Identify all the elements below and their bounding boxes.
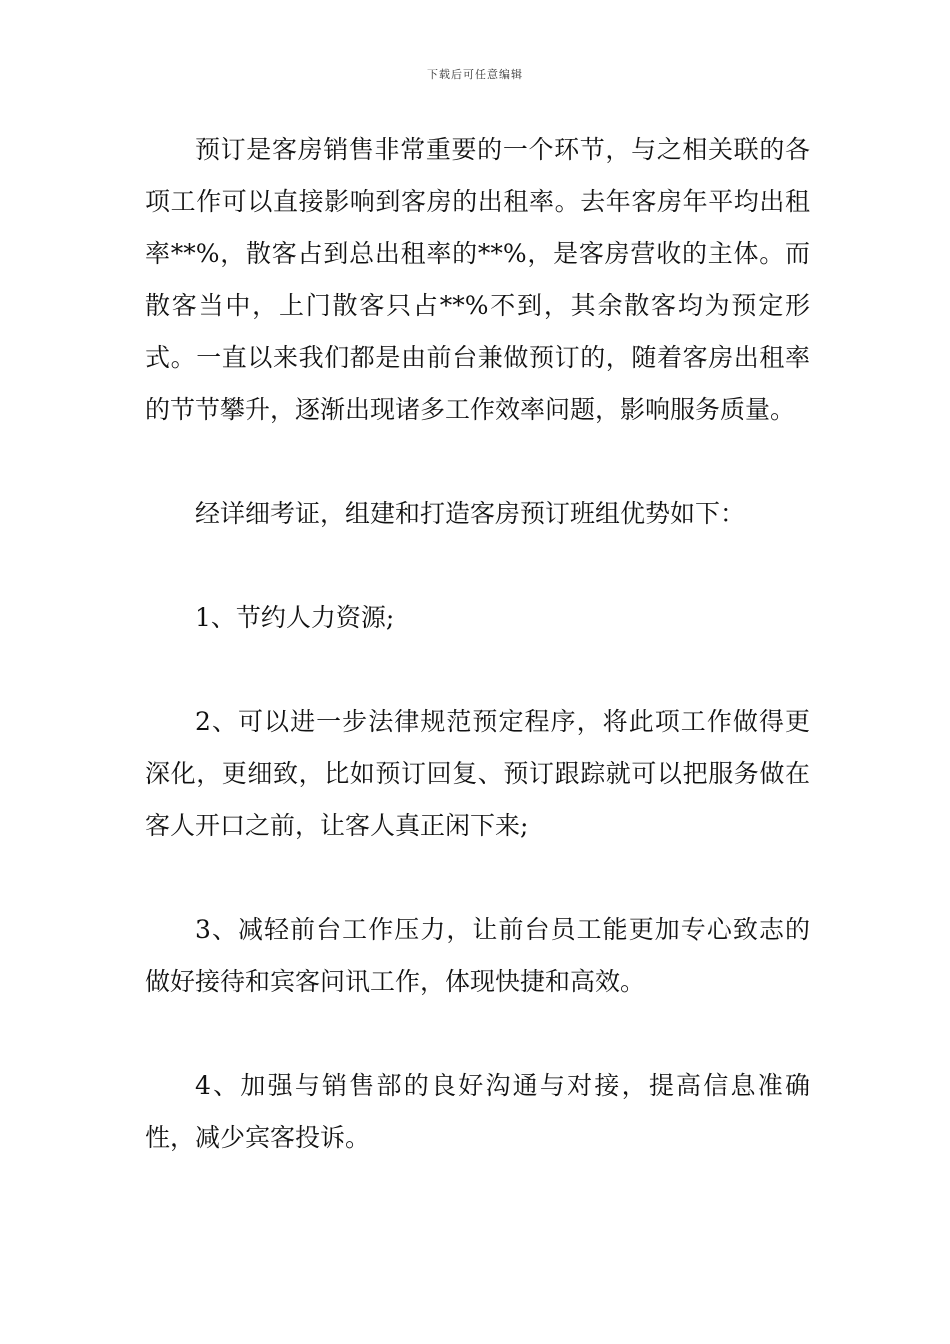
list-item-3: 3、减轻前台工作压力，让前台员工能更加专心致志的做好接待和宾客问讯工作，体现快捷和高效。 bbox=[145, 915, 810, 996]
paragraph-intro: 预订是客房销售非常重要的一个环节，与之相关联的各项工作可以直接影响到客房的出租率。去年客房年平均出租率**%，散客占到总出租率的**%，是客房营收的主体。而散客当中，上门散客只占**%不到，其余散客均为预定形式。一直以来我们都是由前台兼做预订的，随着客房出租率的节节攀升，逐渐出现诸多工作效率问题，影响服务质量。 bbox=[145, 135, 810, 424]
document-body bbox=[145, 124, 810, 1216]
paragraph-advantages-heading: 经详细考证，组建和打造客房预订班组优势如下： bbox=[195, 499, 746, 528]
list-item-1: 1、节约人力资源; bbox=[195, 603, 395, 632]
list-item-2: 2、可以进一步法律规范预定程序，将此项工作做得更深化，更细致，比如预订回复、预订跟踪就可以把服务做在客人开口之前，让客人真正闲下来; bbox=[145, 707, 810, 840]
editable-download-note: 下载后可任意编辑 bbox=[427, 68, 523, 81]
list-item-4: 4、加强与销售部的良好沟通与对接，提高信息准确性，减少宾客投诉。 bbox=[145, 1071, 810, 1152]
